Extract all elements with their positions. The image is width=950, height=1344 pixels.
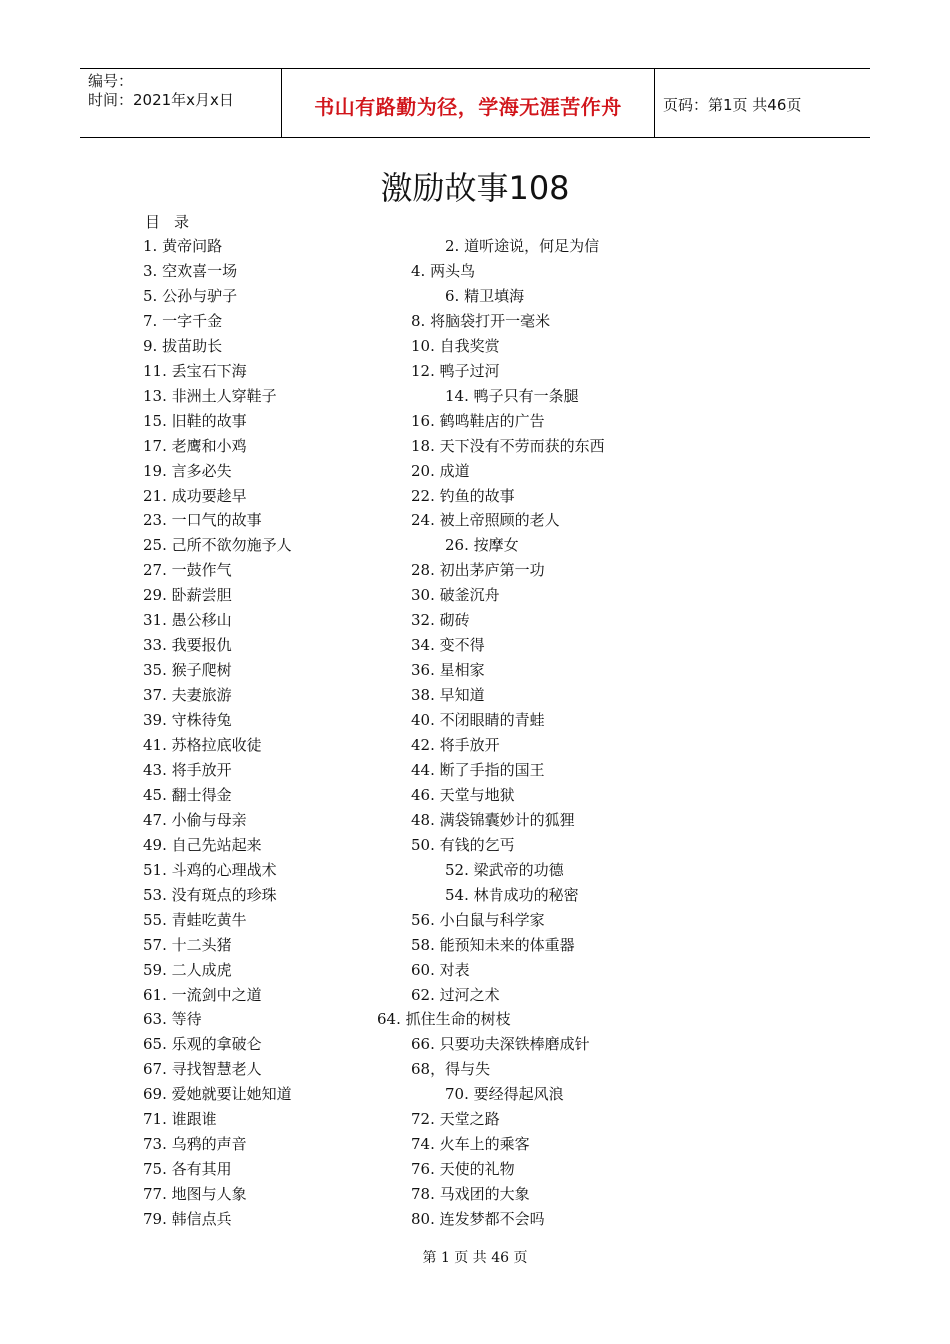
toc-entry: 44. 断了手指的国王 [411, 760, 545, 779]
toc-entry: 58. 能预知未来的体重器 [411, 935, 575, 954]
toc-entry: 69. 爱她就要让她知道 [143, 1085, 292, 1104]
toc-entry: 77. 地图与人象 [143, 1185, 247, 1204]
toc-entry: 43. 将手放开 [143, 760, 232, 779]
toc-entry: 56. 小白鼠与科学家 [411, 910, 545, 929]
toc-entry: 68，得与失 [411, 1060, 491, 1079]
toc-entry: 51. 斗鸡的心理战术 [143, 860, 277, 879]
toc-entry: 4. 两头鸟 [411, 261, 476, 280]
page-footer: 第 1 页 共 46 页 [422, 1250, 528, 1266]
toc-entry: 60. 对表 [411, 960, 470, 979]
header-motto-cell [281, 69, 655, 137]
header-page-cell [655, 69, 870, 137]
toc-entry: 31. 愚公移山 [143, 611, 232, 630]
toc-entry: 21. 成功要趁早 [143, 486, 247, 505]
toc-entry: 37. 夫妻旅游 [143, 686, 232, 705]
toc-entry: 41. 苏格拉底收徒 [143, 736, 262, 754]
header-meta [80, 69, 280, 137]
toc-entry: 15. 旧鞋的故事 [143, 411, 247, 430]
toc-entry: 40. 不闭眼睛的青蛙 [411, 711, 545, 730]
number-label: 编号： [88, 72, 134, 90]
toc-entry: 70. 要经得起风浪 [445, 1085, 564, 1104]
toc-entry: 63. 等待 [143, 1010, 202, 1029]
toc-entry: 7. 一字千金 [143, 311, 223, 330]
toc-entry: 53. 没有斑点的珍珠 [143, 885, 277, 904]
toc-entry: 1. 黄帝问路 [143, 237, 223, 255]
toc-entry: 3. 空欢喜一场 [143, 261, 238, 280]
toc-entry: 79. 韩信点兵 [143, 1210, 232, 1229]
toc-entry: 67. 寻找智慧老人 [143, 1060, 262, 1079]
toc-entry: 52. 梁武帝的功德 [445, 860, 564, 879]
toc-entry: 80. 连发梦都不会吗 [411, 1210, 545, 1229]
toc-entry: 71. 谁跟谁 [143, 1110, 217, 1129]
toc-entry: 57. 十二头猪 [143, 935, 232, 954]
toc-entry: 39. 守株待兔 [143, 711, 232, 730]
toc-entry: 45. 翻士得金 [143, 785, 232, 804]
toc-entry: 46. 天堂与地狱 [411, 785, 515, 804]
toc-entry: 61. 一流剑中之道 [143, 985, 262, 1004]
toc-entry: 55. 青蛙吃黄牛 [143, 910, 247, 929]
toc-entry: 65. 乐观的拿破仑 [143, 1035, 262, 1054]
toc-entry: 78. 马戏团的大象 [411, 1185, 530, 1204]
toc-entry: 25. 己所不欲勿施予人 [143, 536, 292, 555]
toc-entry: 47. 小偷与母亲 [143, 810, 247, 829]
toc-entry: 17. 老鹰和小鸡 [143, 436, 247, 455]
toc-entry: 49. 自己先站起来 [143, 835, 262, 854]
toc-entry: 27. 一鼓作气 [143, 561, 232, 580]
toc-entry: 16. 鹤鸣鞋店的广告 [411, 411, 545, 430]
toc-entry: 2. 道听途说，何足为信 [445, 237, 600, 255]
toc-entry: 36. 星相家 [411, 661, 485, 680]
toc-entry: 9. 拔苗助长 [143, 336, 223, 355]
toc-entry: 6. 精卫填海 [445, 286, 525, 305]
toc-entry: 24. 被上帝照顾的老人 [411, 511, 560, 530]
toc-entry: 32. 砌砖 [411, 611, 470, 630]
toc-entry: 29. 卧薪尝胆 [143, 586, 232, 605]
toc-entry: 14. 鸭子只有一条腿 [445, 386, 579, 405]
toc-entry: 54. 林肯成功的秘密 [445, 885, 579, 904]
toc-entry: 48. 满袋锦囊妙计的狐狸 [411, 810, 575, 829]
toc-entry: 73. 乌鸦的声音 [143, 1135, 247, 1154]
toc-entry: 64. 抓住生命的树枝 [377, 1010, 511, 1029]
toc-entry: 8. 将脑袋打开一毫米 [411, 311, 551, 330]
toc-heading: 目录 [145, 213, 204, 231]
toc-entry: 75. 各有其用 [143, 1160, 232, 1179]
toc-entry: 11. 丢宝石下海 [143, 361, 247, 380]
page-header [80, 68, 870, 138]
toc-entry: 10. 自我奖赏 [411, 336, 500, 355]
toc-entry: 35. 猴子爬树 [143, 661, 232, 680]
toc-entry: 38. 早知道 [411, 686, 485, 705]
toc-entry: 59. 二人成虎 [143, 960, 232, 979]
motto: 书山有路勤为径，学海无涯苦作舟 [314, 95, 622, 119]
date-label: 时间：2021年x月x日 [88, 91, 234, 109]
toc-entry: 19. 言多必失 [143, 461, 232, 480]
toc-entry: 26. 按摩女 [445, 536, 519, 555]
toc-entry: 50. 有钱的乞丐 [411, 835, 515, 854]
toc-entry: 28. 初出茅庐第一功 [411, 561, 545, 580]
toc-entry: 20. 成道 [411, 461, 470, 480]
toc-entry: 30. 破釜沉舟 [411, 586, 500, 605]
toc-entry: 23. 一口气的故事 [143, 511, 262, 530]
toc-entry: 34. 变不得 [411, 636, 485, 655]
toc-entry: 22. 钓鱼的故事 [411, 486, 515, 505]
toc-entry: 13. 非洲土人穿鞋子 [143, 386, 277, 405]
page-info: 页码：第1页 共46页 [663, 96, 802, 114]
toc-entry: 76. 天使的礼物 [411, 1160, 515, 1179]
toc-entry: 12. 鸭子过河 [411, 361, 500, 380]
toc-entry: 66. 只要功夫深铁棒磨成针 [411, 1035, 590, 1054]
toc-entry: 62. 过河之术 [411, 985, 500, 1004]
toc-entry: 5. 公孙与驴子 [143, 286, 238, 305]
toc-entry: 42. 将手放开 [411, 736, 500, 754]
toc-entry: 33. 我要报仇 [143, 636, 232, 655]
toc-entry: 74. 火车上的乘客 [411, 1135, 530, 1154]
toc-entry: 72. 天堂之路 [411, 1110, 500, 1129]
toc-entry: 18. 天下没有不劳而获的东西 [411, 436, 605, 455]
document-title: 激励故事108 [380, 169, 570, 207]
